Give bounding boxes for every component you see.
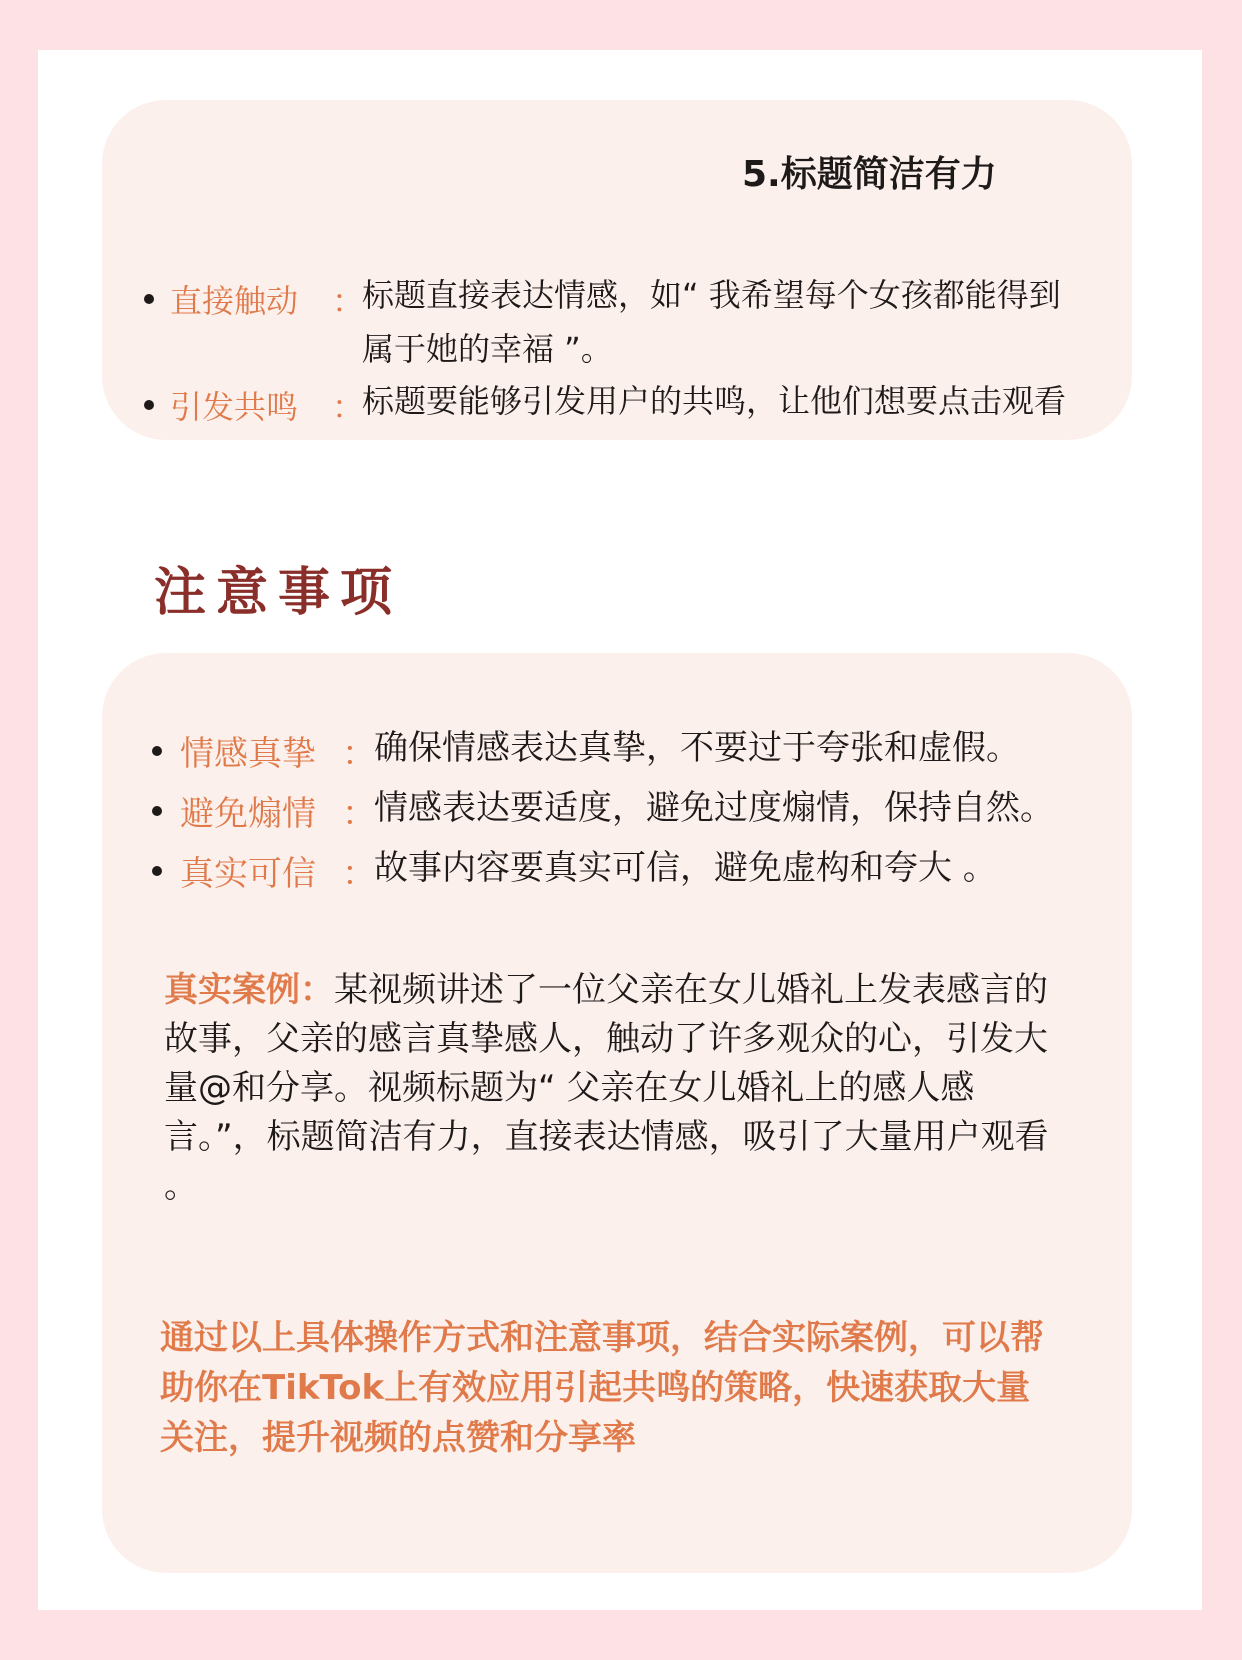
- item-term: 情感真挚: [180, 734, 316, 774]
- item-colon: ：: [342, 734, 376, 774]
- item-colon: ：: [342, 854, 376, 894]
- case-study: [164, 966, 1064, 1211]
- item-description: 故事内容要真实可信，避免虚构和夸大 。: [374, 848, 997, 888]
- card-title: 5.标题简洁有力: [742, 154, 997, 195]
- bullet-icon: [144, 400, 154, 410]
- item-colon: ：: [332, 388, 365, 426]
- item-term: 引发共鸣: [170, 388, 299, 426]
- item-description: 标题要能够引发用户的共鸣，让他们想要点击观看: [362, 382, 1067, 420]
- bullet-icon: [144, 294, 154, 304]
- item-colon: ：: [342, 794, 376, 834]
- case-label: 真实案例：: [164, 970, 334, 1010]
- item-description: 情感表达要适度，避免过度煽情，保持自然。: [374, 788, 1054, 828]
- item-description: 确保情感表达真挚，不要过于夸张和虚假。: [374, 728, 1020, 768]
- case-body: 某视频讲述了一位父亲在女儿婚礼上发表感言的故事，父亲的感言真挚感人，触动了许多观众的心，引发大量@和分享。视频标题为“ 父亲在女儿婚礼上的感人感言。”，标题简洁有力，直接表达情感，吸引了大量用户观看 。: [164, 970, 1049, 1206]
- item-description: 标题直接表达情感，如“ 我希望每个女孩都能得到 属于她的幸福 ”。: [362, 276, 1061, 368]
- item-term: 直接触动: [170, 282, 299, 320]
- notes-card: [102, 653, 1132, 1573]
- bullet-icon: [152, 806, 162, 816]
- bullet-icon: [152, 746, 162, 756]
- section-heading: 注意事项: [154, 562, 403, 623]
- item-term: 真实可信: [180, 854, 316, 894]
- summary-text: 通过以上具体操作方式和注意事项，结合实际案例，可以帮助你在TikTok上有效应用引起共鸣的策略，快速获取大量关注，提升视频的点赞和分享率: [160, 1318, 1044, 1458]
- tips-card: [102, 100, 1132, 440]
- page: [38, 50, 1202, 1610]
- bullet-icon: [152, 866, 162, 876]
- item-term: 避免煽情: [180, 794, 316, 834]
- item-colon: ：: [332, 282, 365, 320]
